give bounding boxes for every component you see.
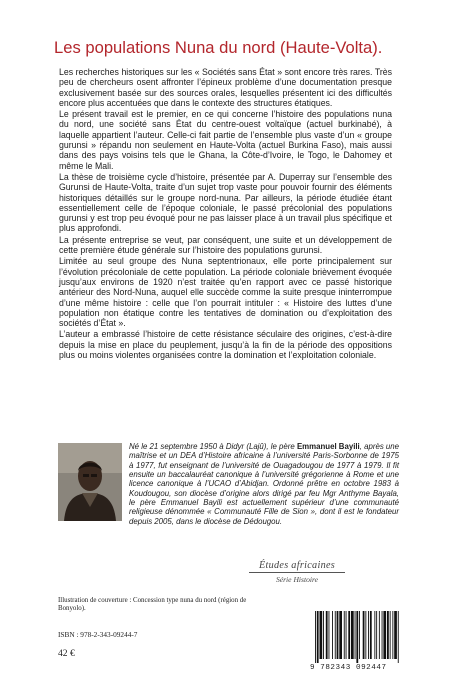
back-cover-text <box>59 67 392 361</box>
paragraph: La présente entreprise se veut, par conséquent, une suite et un développement de cette première étude générale sur l’histoire des populations gurunsi. <box>59 234 392 256</box>
cover-illustration-credit: Illustration de couverture : Concession type nuna du nord (région de Bonyolo). <box>58 597 247 613</box>
series-subtitle: Série Histoire <box>275 575 319 584</box>
paragraph: L’auteur a embrassé l’histoire de cette résistance séculaire des origines, c’est-à-dire depuis la mise en place du peuplement, jusqu’à la fin de la période des oppositions plus ou moins violentes organisées contre la domination et l’exploitation coloniale. <box>59 329 392 361</box>
series-divider <box>249 572 345 573</box>
isbn: ISBN : 978-2-343-09244-7 <box>58 630 138 639</box>
author-biography <box>129 442 399 526</box>
paragraph: Limitée au seul groupe des Nuna septentrionaux, elle porte principalement sur l’évolution précoloniale de cette population. La période coloniale brièvement évoquée jusqu’aux environs de 1920 n’est traitée qu’en rapport avec ce passé historique antérieur des Nord-Nuna, auquel elle succède comme la suite presque ininterrompue d’une même histoire : celle que l’on pourrait intituler : « Histoire des luttes d’une population non étatique contre les tentatives de domination ou d’exploitation des sociétés d’État ». <box>59 256 392 329</box>
paragraph: Le présent travail est le premier, en ce qui concerne l’histoire des populations nuna du nord, une société sans État du centre-ouest voltaïque (actuel burkinabé), à laquelle appartient l’auteur. Celle-ci fait partie de l’ensemble plus vaste d’un « groupe gurunsi » répandu non seulement en Haute-Volta (actuel Burkina Faso), mais aussi dans des pays voisins tels que le Ghana, la Côte-d’Ivoire, le Togo, le Dahomey et même le Mali. <box>59 109 392 171</box>
barcode-number: 9 782343 092447 <box>310 664 387 672</box>
series-title: Études africaines <box>258 560 336 571</box>
author-name: Emmanuel Bayili <box>296 442 360 451</box>
author-photo <box>58 443 122 521</box>
book-title: Les populations Nuna du nord (Haute-Volta). <box>54 38 383 57</box>
bio-text: , après une maîtrise et un DEA d’Histoire africaine à l’université Paris-Sorbonne de 1975 à 1977, fut enseignant de l’université de Ouagadougou de 1977 à 1979. Il fit ensuite un baccalauréat canonique à l’université grégorienne à Rome et une licence canonique à l’UCAO d’Abidjan. Ordonné prêtre en octobre 1983 à Koudougou, son diocèse d’origine alors dirigé par feu Mgr Anthyme Bayala, le père Emmanuel Bayili est actuellement supérieur d’une communauté religieuse dénommée « Communauté Fille de Sion », dont il est le fondateur depuis 2005, dans le diocèse de Dédougou. <box>129 442 400 526</box>
paragraph: Les recherches historiques sur les « Sociétés sans État » sont encore très rares. Très peu de chercheurs osent affronter l’épineux problème d’une documentation presque exclusivement basée sur des sources orales, lesquelles présentent ici des difficultés encore plus accentuées que dans le contexte des structures étatiques. <box>59 67 392 108</box>
series-logo <box>247 560 347 584</box>
paragraph: La thèse de troisième cycle d’histoire, présentée par A. Duperray sur l’ensemble des Gurunsi de Haute-Volta, traite d’un sujet trop vaste pour pouvoir fournir des éléments historiques détaillés sur le groupe nord-nuna. Par ailleurs, la période étudiée étant essentiellement celle de l’époque coloniale, le passé précolonial des populations gurunsi y est trop peu évoqué pour ne pas laisser place à un travail plus spécifique et plus approfondi. <box>59 171 392 234</box>
price: 42 € <box>58 648 75 659</box>
bio-text: Né le 21 septembre 1950 à Didyr (Lajû), le père <box>129 442 297 451</box>
